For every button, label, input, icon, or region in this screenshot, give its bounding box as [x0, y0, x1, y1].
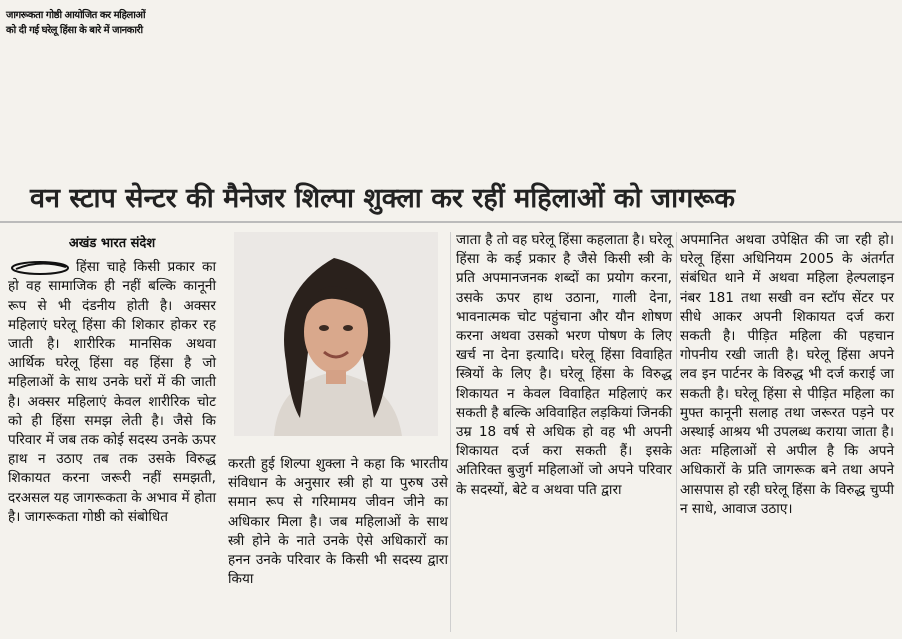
headline: [6, 10, 896, 36]
column-1-body: हिंसा चाहे किसी प्रकार का हो वह सामाजिक ही नहीं बल्कि कानूनी रूप से भी दंडनीय होती है। अक्सर महिलाएं घरेलू हिंसा की शिकार होकर रह जाती है। शारीरिक मानसिक अथवा आर्थिक घरेलू हिंसा वह हिंसा है जो महिलाओं के साथ उनके घरों में की जाती है। अक्सर महिलाएं केवल शारीरिक चोट को ही हिंसा समझ लेती है। जैसे कि परिवार में जब तक कोई सदस्य उनके ऊपर हाथ न उठाए तब तक उसके विरुद्ध शिकायत करना जरूरी नहीं समझती, दरअसल यह जागरूकता के अभाव में होता है। जागरूकता गोष्ठी को संबोधित: [8, 259, 216, 525]
drop-cap-ornament-icon: [8, 257, 72, 277]
portrait-photo: [234, 232, 438, 436]
divider: [0, 221, 902, 223]
column-4-text: अपमानित अथवा उपेक्षित की जा रही हो। घरेलू हिंसा अधिनियम 2005 के अंतर्गत संबंधित थाने में अथवा महिला हेल्पलाइन नंबर 181 तथा सखी वन स्टॉप सेंटर पर सीधे आकर अपनी शिकायत दर्ज करा सकती है। पीड़ित महिला की पहचान गोपनीय रखी जाती है। घरेलू हिंसा अपने लव इन पार्टनर के विरुद्ध भी दर्ज कराई जा सकती है। घरेलू हिंसा से पीड़ित महिला का मुफ्त कानूनी सलाह तथा जरूरत पड़ने पर अस्थाई आश्रय भी उपलब्ध कराया जाता है। अतः महिलाओं से अपील है कि अपने अधिकारों के प्रति जागरूक बने तथा अपने आसपास हो रही घरेलू हिंसा के विरुद्ध चुप्पी न साधे, आवाज उठाए।: [680, 232, 894, 517]
headline-line-2: को दी गई घरेलू हिंसा के बारे में जानकारी: [6, 25, 143, 37]
article-column-1: [8, 234, 216, 527]
column-divider: [676, 232, 677, 632]
article-column-2: [228, 455, 448, 589]
byline: अखंड भारत संदेश: [68, 236, 156, 251]
column-3-text: जाता है तो वह घरेलू हिंसा कहलाता है। घरेलू हिंसा के कई प्रकार है जैसे किसी स्त्री के प्रति अपमानजनक शब्दों का प्रयोग करना, उसके ऊपर हाथ उठाना, गाली देना, भावनात्मक चोट पहुंचाना और यौन शोषण करना अथवा उसको भरण पोषण के लिए खर्च ना देना इत्यादि। घरेलू हिंसा विवाहित स्त्रियों के लिए है। घरेलू हिंसा के विरुद्ध शिकायत न केवल विवाहित महिलाएं कर सकती है बल्कि अविवाहित लड़कियां जिनकी उम्र 18 वर्ष से अधिक हो वह भी अपनी शिकायत दर्ज करा सकती हैं। इसके अतिरिक्त बुजुर्ग महिलाओं जो अपने परिवार के सदस्यों, बेटे व अथवा पति द्वारा: [456, 232, 672, 498]
subheadline: वन स्टाप सेन्टर की मैनेजर शिल्पा शुक्ला कर रहीं महिलाओं को जागरूक: [30, 183, 735, 214]
portrait-photo-icon: [234, 232, 438, 436]
column-divider: [450, 232, 451, 632]
article-column-4: [680, 231, 894, 519]
article-column-3: [456, 231, 672, 500]
column-1-text: [8, 257, 216, 527]
headline-line-1: जागरूकता गोष्ठी आयोजित कर महिलाओं: [6, 10, 146, 21]
column-2-text: करती हुई शिल्पा शुक्ला ने कहा कि भारतीय संविधान के अनुसार स्त्री हो या पुरुष उसे समान रूप से गरिमामय जीवन जीने का अधिकार मिला है। जब महिलाओं के साथ स्त्री होने के नाते उनके ऐसे अधिकारों का हनन उनके परिवार के किसी भी सदस्य द्वारा किया: [228, 456, 448, 588]
